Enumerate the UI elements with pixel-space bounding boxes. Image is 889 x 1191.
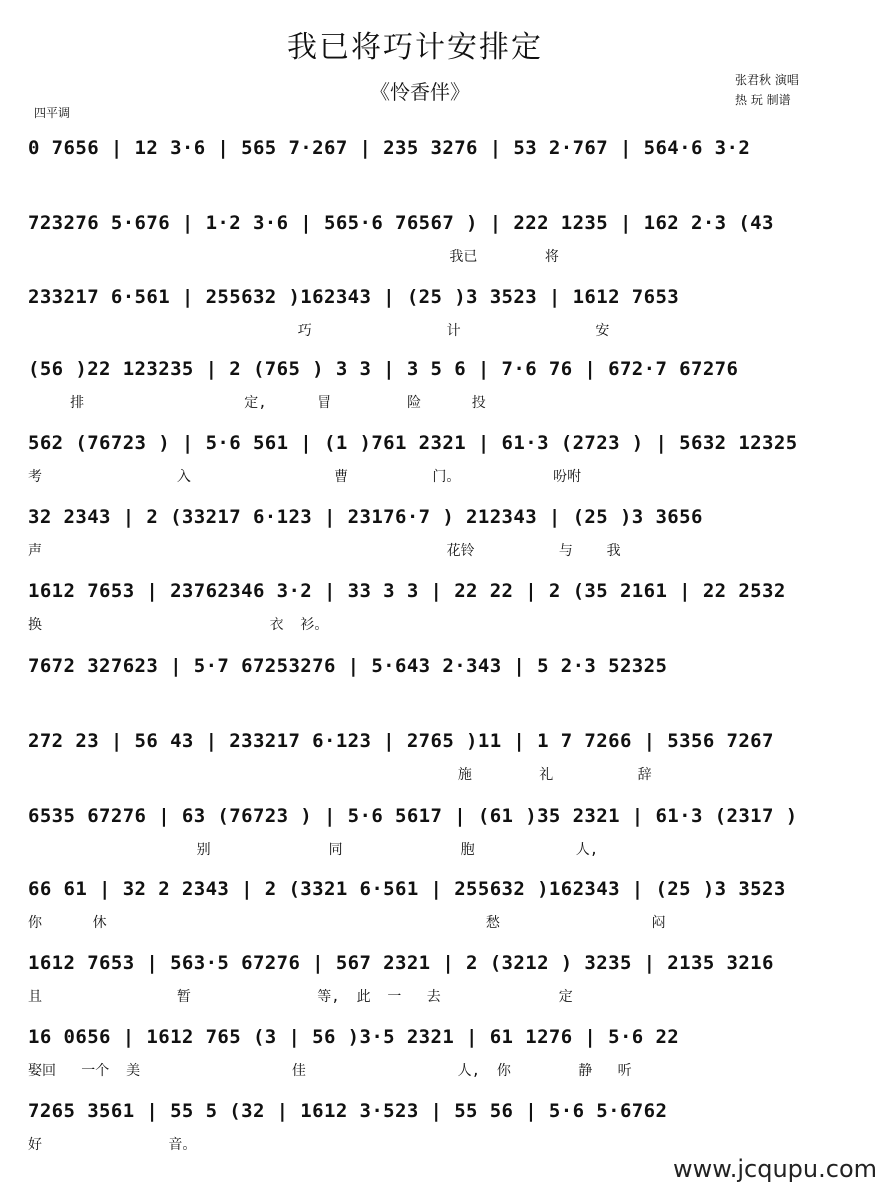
score-line <box>28 878 858 958</box>
score-line <box>28 212 858 292</box>
notation: 0 7656 | 12 3·6 | 565 7·267 | 235 3276 | 53 2·767 | 564·6 3·2 <box>28 137 751 159</box>
opera-name: 《怜香伴》 <box>370 80 470 104</box>
singer-credit: 张君秋 演唱 <box>735 73 799 87</box>
site-watermark: www.jcqupu.com <box>673 1155 877 1183</box>
score-line <box>28 655 858 735</box>
lyrics: 娶回 一个 美 佳 人, 你 静 听 <box>28 1063 632 1079</box>
credits <box>735 70 799 110</box>
lyrics: 别 同 胞 人, <box>28 842 599 858</box>
score-line <box>28 952 858 1032</box>
score-line <box>28 432 858 512</box>
lyrics: 声 花铃 与 我 <box>28 543 621 559</box>
notation: (56 )22 123235 | 2 (765 ) 3 3 | 3 5 6 | 7·6 76 | 672·7 67276 <box>28 358 739 380</box>
notation: 7265 3561 | 55 5 (32 | 1612 3·523 | 55 56 | 5·6 5·6762 <box>28 1100 668 1122</box>
lyrics: 我已 将 <box>28 249 559 265</box>
score-line <box>28 358 858 438</box>
score-line <box>28 1026 858 1106</box>
notation: 1612 7653 | 23762346 3·2 | 33 3 3 | 22 22 | 2 (35 2161 | 22 2532 <box>28 580 786 602</box>
score-line <box>28 506 858 586</box>
lyrics: 且 暂 等, 此 一 去 定 <box>28 989 573 1005</box>
notation: 723276 5·676 | 1·2 3·6 | 565·6 76567 ) | 222 1235 | 162 2·3 (43 <box>28 212 774 234</box>
score-line <box>28 137 858 217</box>
notation: 32 2343 | 2 (33217 6·123 | 23176·7 ) 212343 | (25 )3 3656 <box>28 506 703 528</box>
score-line <box>28 286 858 366</box>
lyrics: 巧 计 安 <box>28 323 610 339</box>
notation: 16 0656 | 1612 765 (3 | 56 )3·5 2321 | 61 1276 | 5·6 22 <box>28 1026 680 1048</box>
notation: 272 23 | 56 43 | 233217 6·123 | 2765 )11 | 1 7 7266 | 5356 7267 <box>28 730 774 752</box>
lyrics: 好 音。 <box>28 1137 197 1153</box>
notation: 233217 6·561 | 255632 )162343 | (25 )3 3523 | 1612 7653 <box>28 286 680 308</box>
lyrics: 排 定, 冒 险 投 <box>28 395 486 411</box>
notation: 7672 327623 | 5·7 67253276 | 5·643 2·343 | 5 2·3 52325 <box>28 655 668 677</box>
tune-mode: 四平调 <box>34 106 71 120</box>
lyrics: 施 礼 辞 <box>28 767 652 783</box>
notation: 66 61 | 32 2 2343 | 2 (3321 6·561 | 255632 )162343 | (25 )3 3523 <box>28 878 786 900</box>
score-line <box>28 805 858 885</box>
lyrics: 考 入 曹 门。 吩咐 <box>28 469 582 485</box>
notation: 1612 7653 | 563·5 67276 | 567 2321 | 2 (3212 ) 3235 | 2135 3216 <box>28 952 774 974</box>
score-title: 我已将巧计安排定 <box>287 30 543 65</box>
score-line <box>28 730 858 810</box>
arranger-credit: 热 玩 制谱 <box>735 93 791 107</box>
notation: 562 (76723 ) | 5·6 561 | (1 )761 2321 | 61·3 (2723 ) | 5632 12325 <box>28 432 798 454</box>
notation: 6535 67276 | 63 (76723 ) | 5·6 5617 | (61 )35 2321 | 61·3 (2317 ) <box>28 805 798 827</box>
lyrics: 你 休 愁 闷 <box>28 915 666 931</box>
score-line <box>28 580 858 660</box>
lyrics: 换 衣 衫。 <box>28 617 329 633</box>
